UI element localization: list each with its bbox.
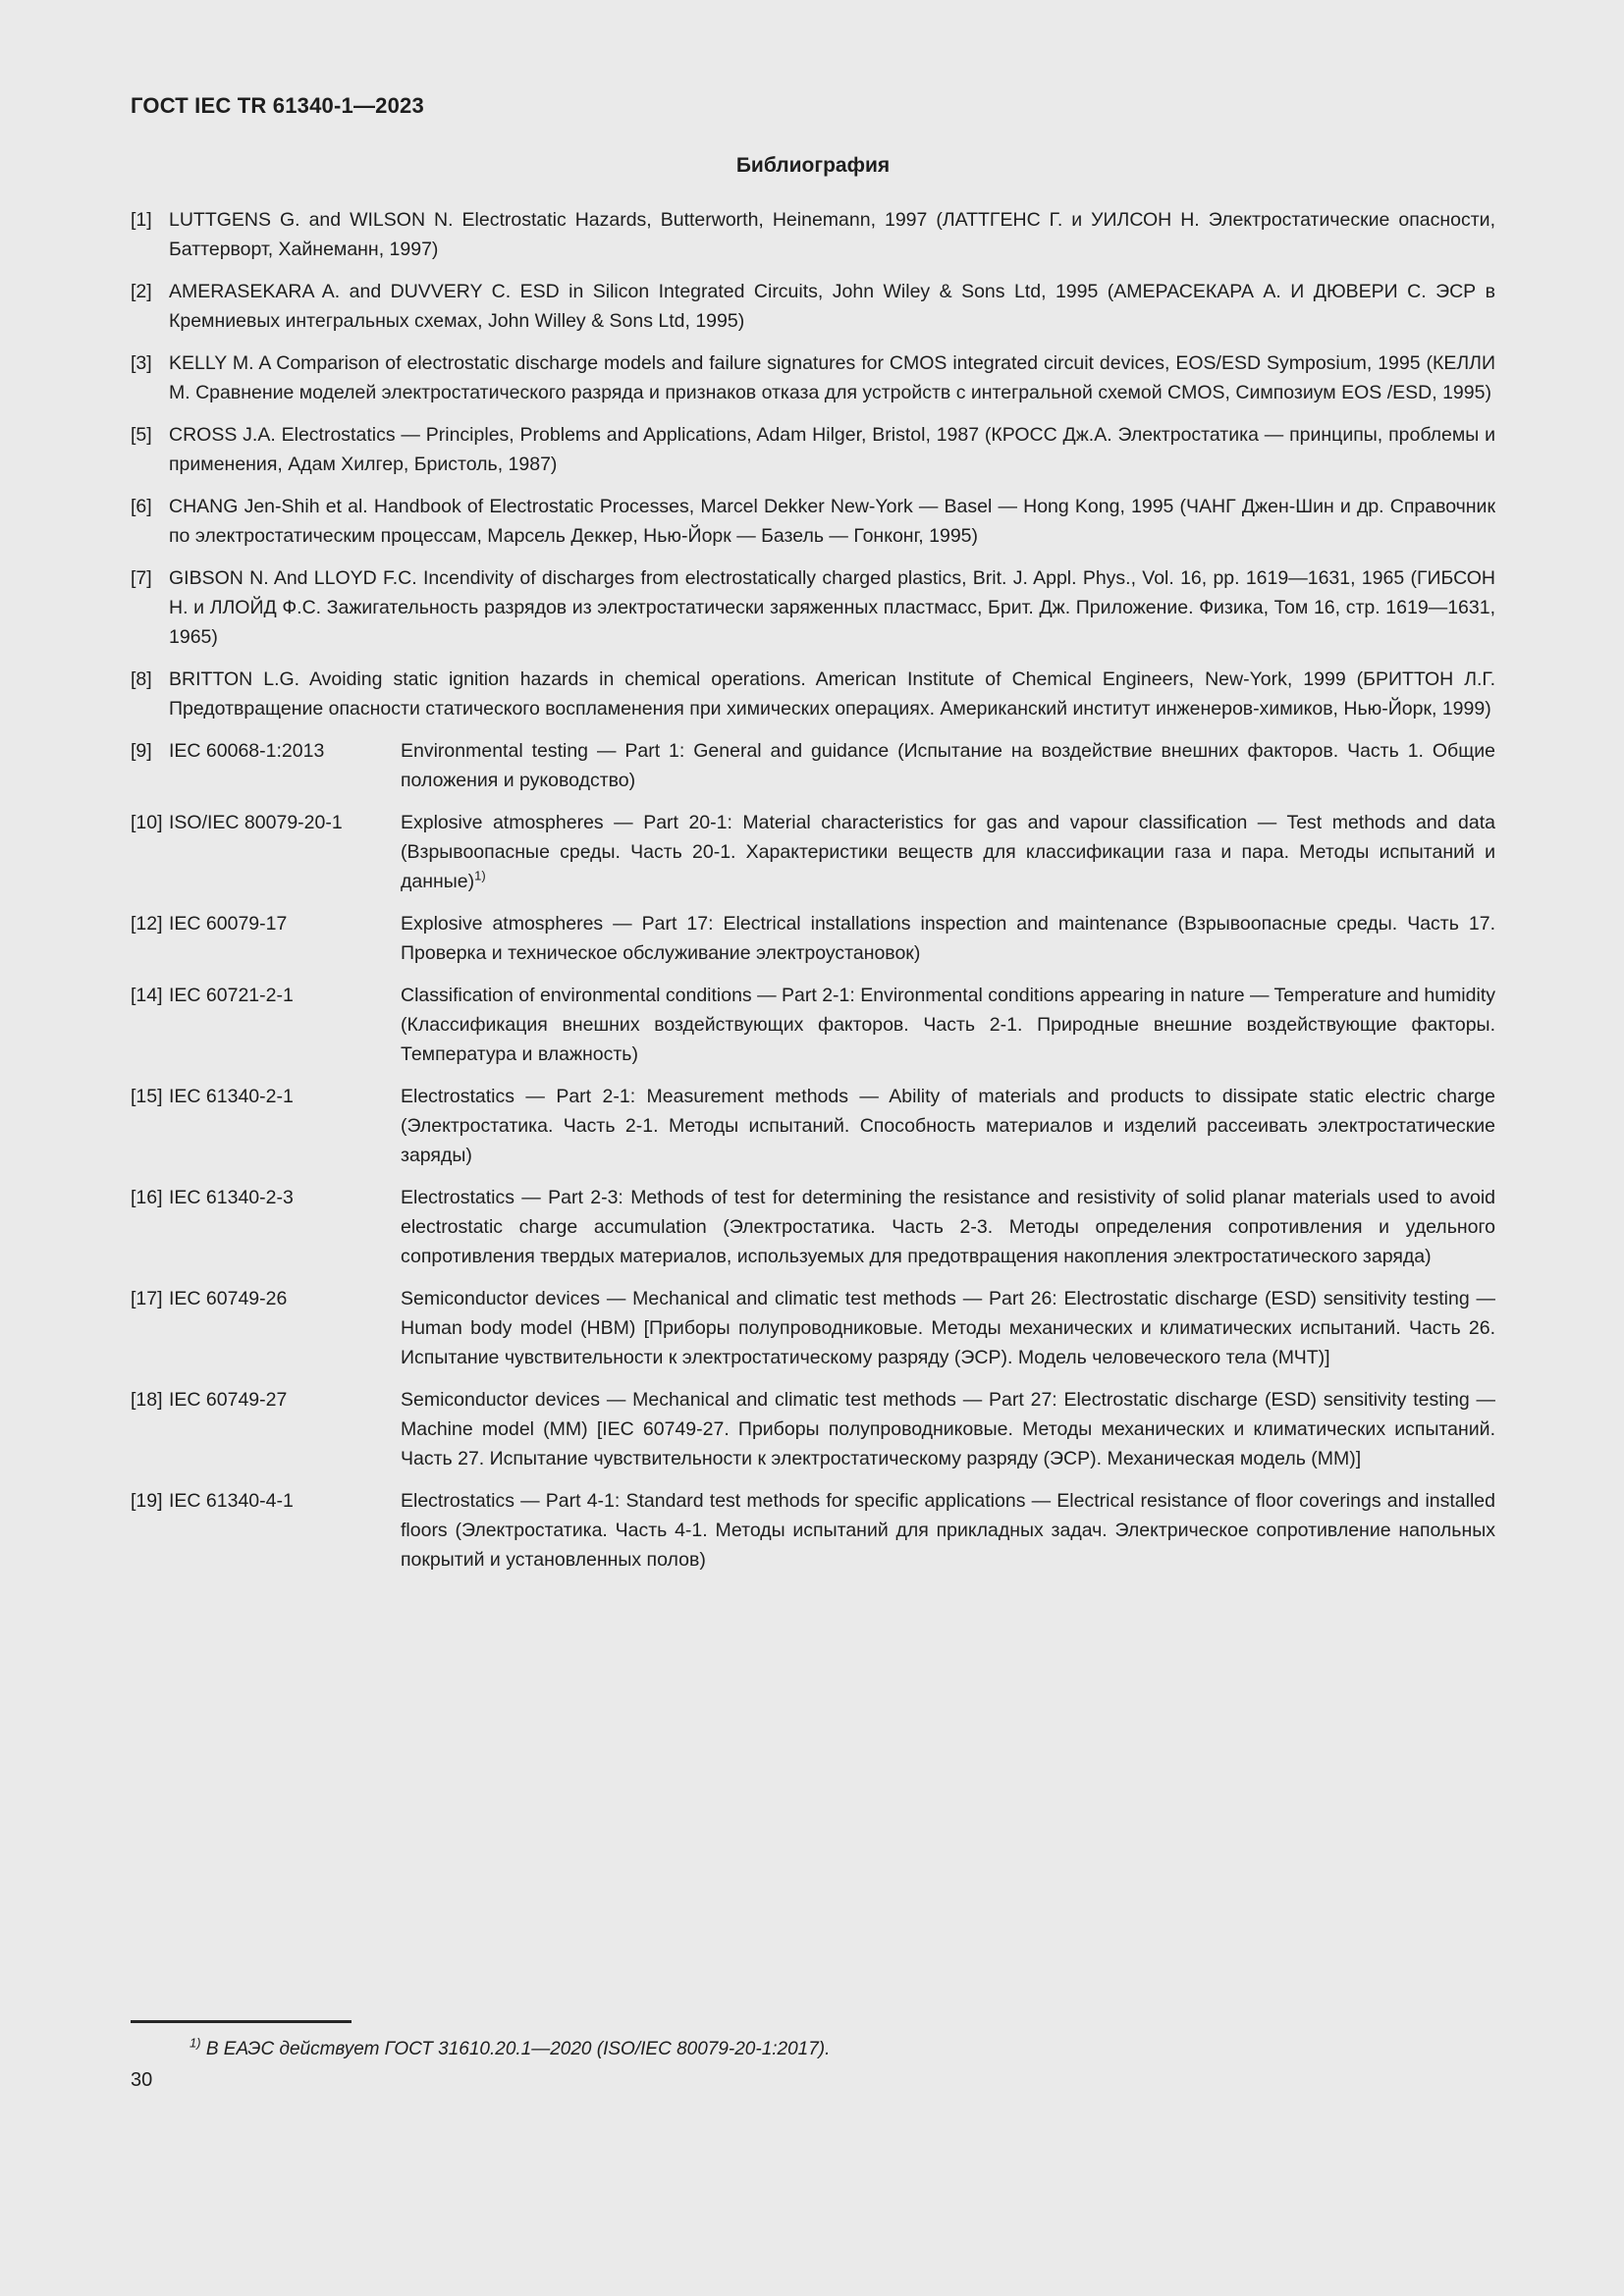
reference-text: Semiconductor devices — Mechanical and climatic test methods — Part 26: Electrostatic discharge (ESD) sensitivity testing — Human body model (HBM) [Приборы полупроводниковые. Методы механических и климатических испытаний. Часть 26. Испытание чувствительности к электростатическому разряду (ЭСР). Модель человеческого тела (МЧТ)] [401, 1288, 1495, 1368]
reference-item [131, 981, 1495, 1069]
reference-text: LUTTGENS G. and WILSON N. Electrostatic Hazards, Butterworth, Heinemann, 1997 (ЛАТТГЕНС Г. и УИЛСОН Н. Электростатические опасности, Баттерворт, Хайнеманн, 1997) [169, 209, 1495, 260]
standard-code: IEC 60068-1:2013 [169, 740, 325, 762]
reference-text: Explosive atmospheres — Part 17: Electrical installations inspection and maintenance (Взрывоопасные среды. Часть 17. Проверка и техническое обслуживание электроустановок) [401, 913, 1495, 964]
reference-text-column [401, 808, 1495, 896]
footnote-marker: 1) [189, 2035, 201, 2051]
reference-text-column [401, 1183, 1495, 1271]
footnote-text: В ЕАЭС действует ГОСТ 31610.20.1—2020 (ISO/IEC 80079-20-1:2017). [205, 2039, 831, 2059]
reference-text: KELLY M. A Comparison of electrostatic discharge models and failure signatures for CMOS integrated circuit devices, EOS/ESD Symposium, 1995 (КЕЛЛИ М. Сравнение моделей электростатического разряда и признаков отказа для устройств с интегральной схемой CMOS, Симпозиум EOS /ESD, 1995) [169, 352, 1495, 403]
reference-number: [6] [131, 496, 152, 517]
reference-text: Explosive atmospheres — Part 20-1: Material characteristics for gas and vapour classification — Test methods and data (Взрывоопасные среды. Часть 20-1. Характеристики веществ для классификации газа и пара. Методы испытаний и данные) [401, 812, 1495, 892]
reference-number: [3] [131, 352, 152, 374]
reference-number: [14] [131, 985, 163, 1006]
reference-text: Classification of environmental conditions — Part 2-1: Environmental conditions appearing in nature — Temperature and humidity (Классификация внешних воздействующих факторов. Часть 2-1. Природные внешние воздействующие факторы. Температура и влажность) [401, 985, 1495, 1065]
reference-item [131, 277, 1495, 336]
standard-code: IEC 60749-26 [169, 1288, 288, 1309]
reference-text-column [401, 1082, 1495, 1170]
reference-text: CHANG Jen-Shih et al. Handbook of Electrostatic Processes, Marcel Dekker New-York — Basel — Hong Kong, 1995 (ЧАНГ Джен-Шин и др. Справочник по электростатическим процессам, Марсель Деккер, Нью-Йорк — Базель — Гонконг, 1995) [169, 496, 1495, 547]
reference-text: AMERASEKARA A. and DUVVERY C. ESD in Silicon Integrated Circuits, John Wiley & Sons Ltd, 1995 (АМЕРАСЕКАРА А. И ДЮВЕРИ С. ЭСР в Кремниевых интегральных схемах, John Willey & Sons Ltd, 1995) [169, 281, 1495, 332]
page-title: Библиография [735, 154, 891, 177]
reference-item [131, 808, 1495, 896]
standard-code: IEC 61340-4-1 [169, 1490, 294, 1512]
footnote-rule [131, 2020, 352, 2023]
reference-number: [18] [131, 1389, 163, 1411]
reference-text: Environmental testing — Part 1: General and guidance (Испытание на воздействие внешних факторов. Часть 1. Общие положения и руководство) [401, 740, 1495, 791]
reference-text: Semiconductor devices — Mechanical and climatic test methods — Part 27: Electrostatic discharge (ESD) sensitivity testing — Machine model (MM) [IEC 60749-27. Приборы полупроводниковые. Методы механических и климатических испытаний. Часть 27. Испытание чувствительности к электростатическому разряду (ЭСР). Механическая модель (ММ)] [401, 1389, 1495, 1469]
reference-number: [16] [131, 1187, 163, 1208]
reference-text: Electrostatics — Part 2-3: Methods of test for determining the resistance and resistivity of solid planar materials used to avoid electrostatic charge accumulation (Электростатика. Часть 2-3. Методы определения сопротивления и удельного сопротивления твердых материалов, используемых для предотвращения накопления электростатического заряда) [401, 1187, 1495, 1267]
reference-number: [2] [131, 281, 152, 302]
reference-number: [12] [131, 913, 163, 934]
reference-text-column [401, 981, 1495, 1069]
bibliography-list [131, 205, 1495, 1575]
reference-item [131, 492, 1495, 551]
reference-number: [15] [131, 1086, 163, 1107]
reference-item [131, 1082, 1495, 1170]
reference-item [131, 909, 1495, 968]
reference-text-column [401, 909, 1495, 968]
page-number: 30 [131, 2069, 153, 2091]
reference-item [131, 348, 1495, 407]
reference-number: [8] [131, 668, 152, 690]
footnote-ref-marker: 1) [474, 868, 486, 883]
reference-item [131, 1183, 1495, 1271]
document-header: ГОСТ IEC TR 61340-1—2023 [131, 93, 424, 118]
reference-number: [7] [131, 567, 152, 589]
reference-text: CROSS J.A. Electrostatics — Principles, Problems and Applications, Adam Hilger, Bristol, 1987 (КРОСС Дж.А. Электростатика — принципы, проблемы и применения, Адам Хилгер, Бристоль, 1987) [169, 424, 1495, 475]
reference-number: [10] [131, 812, 163, 833]
reference-text-column [401, 1385, 1495, 1473]
standard-code: IEC 60749-27 [169, 1389, 288, 1411]
reference-item [131, 736, 1495, 795]
reference-number: [1] [131, 209, 152, 231]
reference-text: Electrostatics — Part 4-1: Standard test methods for specific applications — Electrical resistance of floor coverings and installed floors (Электростатика. Часть 4-1. Методы испытаний для прикладных задач. Электрическое сопротивление напольных покрытий и установленных полов) [401, 1490, 1495, 1571]
reference-text-column [401, 1284, 1495, 1372]
standard-code: IEC 60721-2-1 [169, 985, 294, 1006]
reference-text: BRITTON L.G. Avoiding static ignition hazards in chemical operations. American Institute of Chemical Engineers, New-York, 1999 (БРИТТОН Л.Г. Предотвращение опасности статического воспламенения при химических операциях. Американский институт инженеров-химиков, Нью-Йорк, 1999) [169, 668, 1495, 720]
reference-text-column [401, 1486, 1495, 1575]
reference-number: [5] [131, 424, 152, 446]
reference-item [131, 1486, 1495, 1575]
reference-text: Electrostatics — Part 2-1: Measurement methods — Ability of materials and products to dissipate static electric charge (Электростатика. Часть 2-1. Методы испытаний. Способность материалов и изделий рассеивать электростатические заряды) [401, 1086, 1495, 1166]
reference-text: GIBSON N. And LLOYD F.C. Incendivity of discharges from electrostatically charged plastics, Brit. J. Appl. Phys., Vol. 16, pp. 1619—1631, 1965 (ГИБСОН Н. и ЛЛОЙД Ф.С. Зажигательность разрядов из электростатически заряженных пластмасс, Брит. Дж. Приложение. Физика, Том 16, стр. 1619—1631, 1965) [169, 567, 1495, 648]
footnote-line [131, 2037, 1495, 2062]
standard-code: IEC 61340-2-1 [169, 1086, 294, 1107]
reference-item [131, 420, 1495, 479]
reference-number: [9] [131, 740, 152, 762]
standard-code: ISO/IEC 80079-20-1 [169, 812, 343, 833]
standard-code: IEC 60079-17 [169, 913, 288, 934]
footnote [131, 2020, 1495, 2062]
reference-number: [17] [131, 1288, 163, 1309]
reference-item [131, 205, 1495, 264]
reference-item [131, 665, 1495, 723]
reference-item [131, 563, 1495, 652]
reference-number: [19] [131, 1490, 163, 1512]
reference-item [131, 1385, 1495, 1473]
standard-code: IEC 61340-2-3 [169, 1187, 294, 1208]
reference-item [131, 1284, 1495, 1372]
reference-text-column [401, 736, 1495, 795]
